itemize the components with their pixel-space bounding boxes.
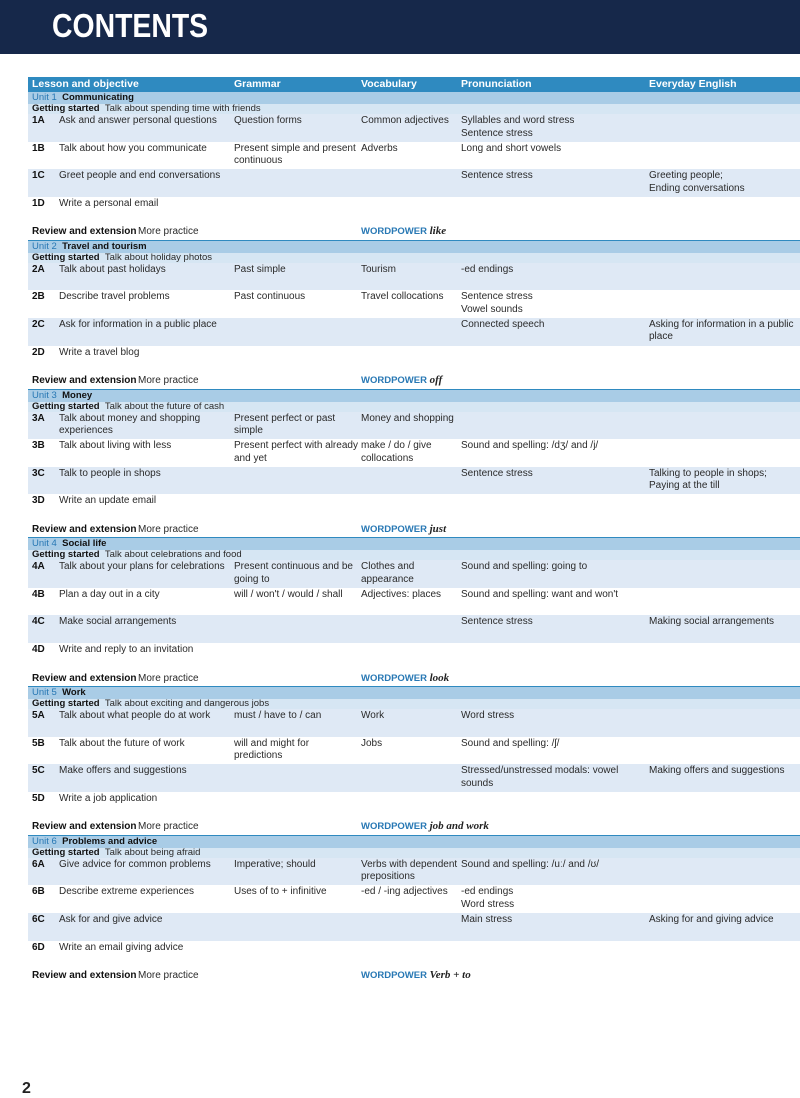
lesson-objective: Talk to people in shops — [59, 467, 161, 479]
unit-name: Social life — [62, 538, 107, 550]
unit-section — [28, 240, 800, 389]
lesson-row — [28, 913, 800, 941]
unit-section — [28, 537, 800, 686]
lesson-pronunciation: Sentence stress — [461, 170, 533, 182]
lesson-code: 5A — [32, 710, 45, 722]
unit-name: Work — [62, 687, 86, 699]
lesson-code: 1B — [32, 142, 45, 154]
lesson-code: 6C — [32, 914, 45, 926]
lesson-row — [28, 858, 800, 886]
unit-section — [28, 686, 800, 835]
lesson-vocabulary: Adverbs — [361, 142, 398, 154]
wordpower-label: WORDPOWER — [361, 821, 427, 833]
getting-started-label: Getting started — [32, 846, 100, 858]
unit-number: Unit 6 — [32, 835, 57, 847]
lesson-objective: Talk about the future of work — [59, 737, 185, 749]
lesson-row — [28, 560, 800, 588]
more-practice-label: More practice — [138, 226, 199, 238]
lesson-code: 5D — [32, 792, 45, 804]
wordpower-label: WORDPOWER — [361, 672, 427, 684]
getting-started-text: Talk about being afraid — [104, 846, 201, 858]
lesson-objective: Make offers and suggestions — [59, 765, 187, 777]
wordpower-label: WORDPOWER — [361, 523, 427, 535]
lesson-everyday-english: Greeting people; Ending conversations — [649, 170, 745, 194]
lesson-pronunciation: Stressed/unstressed modals: vowel sounds — [461, 765, 619, 789]
lesson-row — [28, 346, 800, 374]
getting-started-text: Talk about holiday photos — [104, 251, 213, 263]
review-label: Review and extension — [32, 523, 137, 535]
lesson-everyday-english: Asking for and giving advice — [649, 914, 774, 926]
unit-section — [28, 835, 800, 984]
lesson-vocabulary: Verbs with dependent prepositions — [361, 858, 458, 883]
lesson-row — [28, 142, 800, 170]
lesson-objective: Ask for information in a public place — [59, 318, 217, 330]
lesson-vocabulary: Adjectives: places — [361, 588, 442, 600]
header-vocabulary: Vocabulary — [361, 78, 417, 90]
lesson-row — [28, 439, 800, 467]
page-title: CONTENTS — [52, 7, 209, 44]
lesson-code: 4A — [32, 561, 45, 573]
getting-started-text: Talk about celebrations and food — [104, 549, 242, 561]
lesson-code: 3B — [32, 440, 45, 452]
lesson-row — [28, 412, 800, 440]
more-practice-label: More practice — [138, 970, 199, 982]
lesson-pronunciation: -ed endings — [461, 263, 514, 275]
getting-started-row — [28, 104, 800, 114]
lesson-row — [28, 318, 800, 346]
lesson-objective: Talk about living with less — [59, 440, 172, 452]
lesson-grammar: Present perfect or past simple — [234, 412, 336, 437]
getting-started-text: Talk about the future of cash — [104, 400, 225, 412]
lesson-row — [28, 494, 800, 522]
lesson-objective: Talk about your plans for celebrations — [59, 561, 225, 573]
lesson-code: 2B — [32, 291, 45, 303]
getting-started-label: Getting started — [32, 400, 100, 412]
lesson-code: 6B — [32, 886, 45, 898]
lesson-everyday-english: Making offers and suggestions — [649, 765, 785, 777]
lesson-grammar: Present continuous and be going to — [234, 561, 353, 585]
lesson-objective: Make social arrangements — [59, 616, 177, 628]
review-label: Review and extension — [32, 672, 137, 684]
unit-number: Unit 1 — [32, 92, 57, 103]
header-everyday-english: Everyday English — [649, 78, 737, 90]
lesson-code: 4C — [32, 616, 45, 628]
lesson-objective: Ask for and give advice — [59, 914, 163, 926]
getting-started-label: Getting started — [32, 549, 100, 561]
wordpower — [361, 671, 449, 686]
lesson-row — [28, 263, 800, 291]
contents-table — [28, 77, 800, 984]
review-row — [28, 968, 800, 983]
lesson-code: 3D — [32, 495, 45, 507]
lesson-grammar: Imperative; should — [234, 858, 316, 870]
lesson-objective: Write and reply to an invitation — [59, 644, 194, 656]
lesson-everyday-english: Asking for information in a public place — [649, 318, 794, 343]
lesson-grammar: will and might for predictions — [234, 737, 310, 762]
lesson-vocabulary: Work — [361, 710, 385, 722]
lesson-grammar: will / won't / would / shall — [234, 588, 343, 600]
lesson-row — [28, 885, 800, 913]
lesson-code: 1A — [32, 115, 45, 126]
review-row — [28, 522, 800, 537]
getting-started-label: Getting started — [32, 103, 100, 114]
lesson-pronunciation: Long and short vowels — [461, 142, 562, 154]
lesson-code: 3A — [32, 412, 45, 424]
lesson-grammar: Question forms — [234, 115, 302, 126]
lesson-code: 4D — [32, 644, 45, 656]
lesson-objective: Talk about what people do at work — [59, 710, 211, 722]
lesson-code: 5C — [32, 765, 45, 777]
unit-section — [28, 389, 800, 538]
lesson-row — [28, 114, 800, 142]
unit-section — [28, 91, 800, 240]
review-row — [28, 373, 800, 388]
review-label: Review and extension — [32, 821, 137, 833]
lesson-code: 2D — [32, 346, 45, 358]
lesson-code: 6D — [32, 941, 45, 953]
wordpower — [361, 819, 489, 834]
lesson-vocabulary: Tourism — [361, 263, 397, 275]
wordpower — [361, 968, 471, 983]
lesson-code: 1C — [32, 170, 45, 182]
lesson-row — [28, 467, 800, 495]
review-label: Review and extension — [32, 375, 137, 387]
more-practice-label: More practice — [138, 375, 199, 387]
review-row — [28, 819, 800, 834]
review-row — [28, 671, 800, 686]
lesson-row — [28, 643, 800, 671]
lesson-row — [28, 197, 800, 225]
lesson-pronunciation: Syllables and word stress Sentence stress — [461, 115, 575, 139]
lesson-pronunciation: Sound and spelling: want and won't — [461, 588, 619, 600]
lesson-grammar: Present perfect with already and yet — [234, 440, 358, 464]
lesson-code: 1D — [32, 197, 45, 209]
lesson-grammar: Present simple and present continuous — [234, 142, 356, 167]
review-label: Review and extension — [32, 226, 137, 238]
lesson-vocabulary: Travel collocations — [361, 291, 444, 303]
lesson-objective: Talk about past holidays — [59, 263, 166, 275]
lesson-row — [28, 941, 800, 969]
getting-started-text: Talk about exciting and dangerous jobs — [104, 698, 270, 710]
lesson-code: 2C — [32, 318, 45, 330]
getting-started-row — [28, 848, 800, 858]
more-practice-label: More practice — [138, 523, 199, 535]
lesson-vocabulary: -ed / -ing adjectives — [361, 886, 448, 898]
lesson-objective: Write an update email — [59, 495, 157, 507]
header-lesson: Lesson and objective — [32, 78, 139, 90]
lesson-grammar: Past simple — [234, 263, 286, 275]
lesson-vocabulary: Common adjectives — [361, 115, 449, 126]
lesson-objective: Talk about how you communicate — [59, 142, 207, 154]
lesson-vocabulary: Clothes and appearance — [361, 561, 415, 585]
lesson-pronunciation: Sentence stress — [461, 467, 533, 479]
wordpower-word: job and work — [429, 820, 489, 833]
lesson-objective: Plan a day out in a city — [59, 588, 160, 600]
wordpower-word: just — [429, 522, 447, 535]
getting-started-label: Getting started — [32, 251, 100, 263]
lesson-grammar: Uses of to + infinitive — [234, 886, 327, 898]
unit-name: Problems and advice — [62, 835, 158, 847]
getting-started-label: Getting started — [32, 698, 100, 710]
contents-banner — [0, 0, 800, 54]
unit-number: Unit 2 — [32, 240, 57, 252]
wordpower — [361, 373, 442, 388]
lesson-code: 2A — [32, 263, 45, 275]
lesson-pronunciation: -ed endings Word stress — [461, 886, 515, 910]
getting-started-row — [28, 550, 800, 560]
wordpower-word: like — [429, 225, 447, 238]
lesson-objective: Describe travel problems — [59, 291, 170, 303]
unit-name: Money — [62, 389, 93, 401]
review-row — [28, 224, 800, 239]
lesson-pronunciation: Sound and spelling: /uː/ and /ʊ/ — [461, 858, 600, 870]
wordpower-label: WORDPOWER — [361, 226, 427, 238]
lesson-objective: Write an email giving advice — [59, 941, 184, 953]
lesson-code: 4B — [32, 588, 45, 600]
lesson-pronunciation: Sound and spelling: /dʒ/ and /j/ — [461, 440, 599, 452]
lesson-row — [28, 792, 800, 820]
page-number: 2 — [22, 1080, 31, 1097]
lesson-code: 3C — [32, 467, 45, 479]
lesson-pronunciation: Connected speech — [461, 318, 545, 330]
lesson-grammar: must / have to / can — [234, 710, 322, 722]
unit-name: Communicating — [62, 92, 134, 103]
lesson-pronunciation: Main stress — [461, 914, 513, 926]
lesson-everyday-english: Talking to people in shops; Paying at the till — [649, 467, 767, 492]
getting-started-text: Talk about spending time with friends — [104, 103, 261, 114]
lesson-objective: Give advice for common problems — [59, 858, 211, 870]
lesson-vocabulary: Money and shopping — [361, 412, 454, 424]
wordpower — [361, 224, 446, 239]
lesson-pronunciation: Sound and spelling: /ʃ/ — [461, 737, 560, 749]
more-practice-label: More practice — [138, 821, 199, 833]
lesson-row — [28, 588, 800, 616]
getting-started-row — [28, 253, 800, 263]
wordpower-word: off — [429, 374, 443, 387]
unit-name: Travel and tourism — [62, 240, 147, 252]
lesson-row — [28, 290, 800, 318]
unit-number: Unit 5 — [32, 687, 57, 699]
lesson-row — [28, 764, 800, 792]
lesson-vocabulary: Jobs — [361, 737, 383, 749]
lesson-code: 5B — [32, 737, 45, 749]
wordpower-word: Verb + to — [429, 969, 471, 982]
lesson-everyday-english: Making social arrangements — [649, 616, 775, 628]
getting-started-row — [28, 402, 800, 412]
lesson-objective: Write a job application — [59, 792, 158, 804]
more-practice-label: More practice — [138, 672, 199, 684]
lesson-objective: Greet people and end conversations — [59, 170, 221, 182]
getting-started-row — [28, 699, 800, 709]
lesson-row — [28, 169, 800, 197]
unit-number: Unit 4 — [32, 538, 57, 550]
lesson-objective: Write a personal email — [59, 197, 159, 209]
wordpower-label: WORDPOWER — [361, 970, 427, 982]
lesson-pronunciation: Sound and spelling: going to — [461, 561, 588, 573]
table-header — [28, 77, 800, 91]
review-label: Review and extension — [32, 970, 137, 982]
lesson-grammar: Past continuous — [234, 291, 306, 303]
lesson-vocabulary: make / do / give collocations — [361, 440, 432, 464]
lesson-row — [28, 615, 800, 643]
lesson-code: 6A — [32, 858, 45, 870]
lesson-objective: Talk about money and shopping experiences — [59, 412, 201, 437]
lesson-objective: Write a travel blog — [59, 346, 140, 358]
unit-number: Unit 3 — [32, 389, 57, 401]
lesson-pronunciation: Sentence stress — [461, 616, 533, 628]
header-pronunciation: Pronunciation — [461, 78, 532, 90]
lesson-pronunciation: Sentence stress Vowel sounds — [461, 291, 533, 315]
lesson-pronunciation: Word stress — [461, 710, 515, 722]
wordpower — [361, 522, 446, 537]
wordpower-word: look — [429, 671, 450, 684]
lesson-row — [28, 709, 800, 737]
header-grammar: Grammar — [234, 78, 281, 90]
lesson-objective: Ask and answer personal questions — [59, 115, 217, 126]
wordpower-label: WORDPOWER — [361, 375, 427, 387]
lesson-row — [28, 737, 800, 765]
lesson-objective: Describe extreme experiences — [59, 886, 195, 898]
